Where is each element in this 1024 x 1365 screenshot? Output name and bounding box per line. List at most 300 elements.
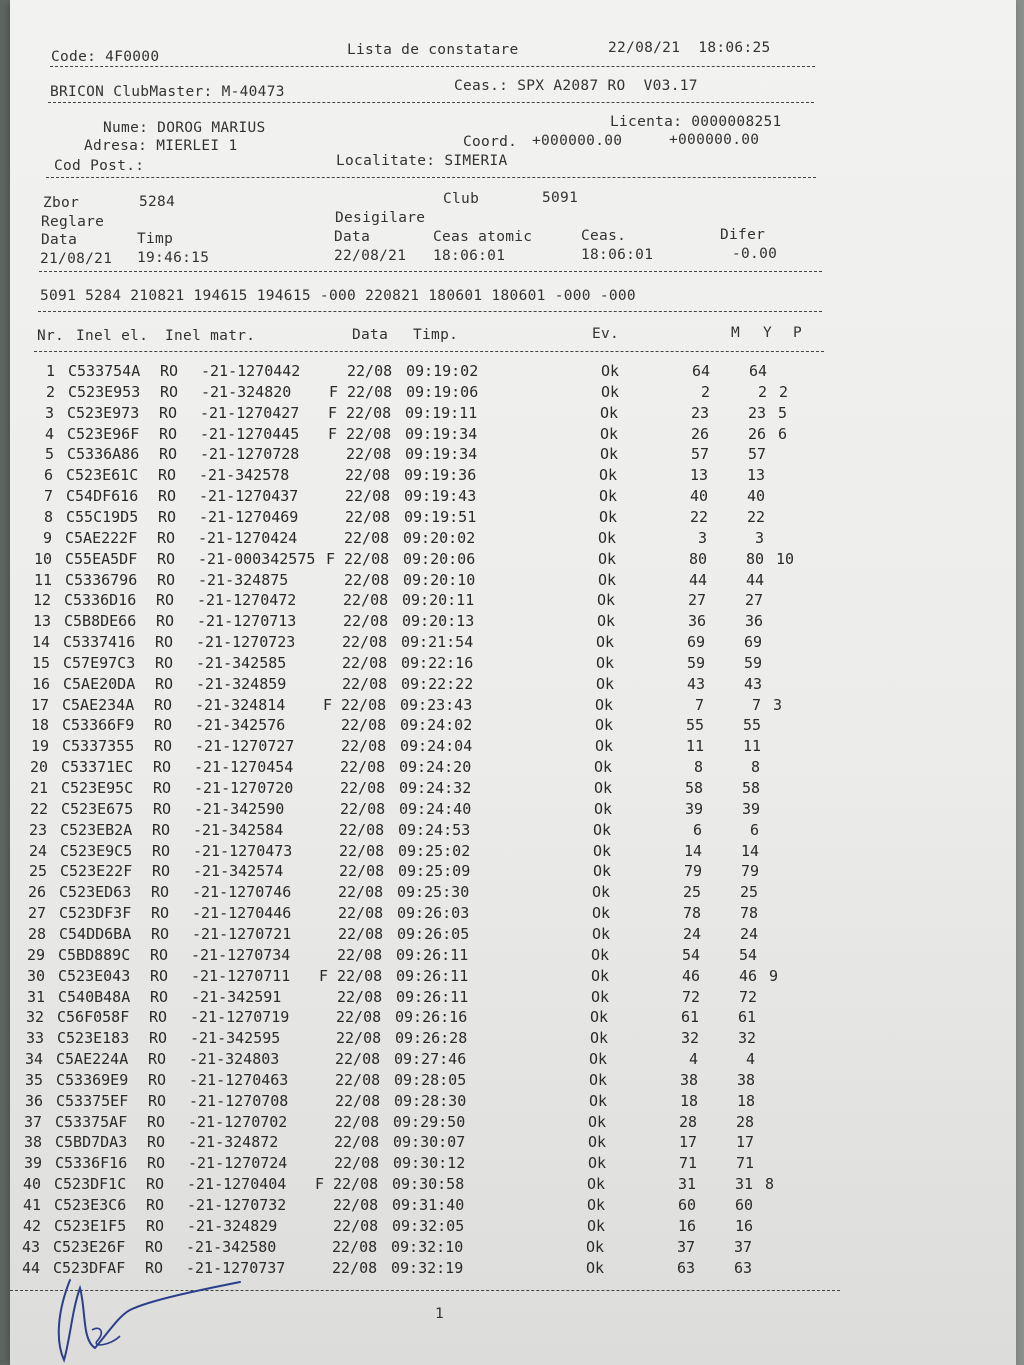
- arrival-time: 09:21:54: [401, 633, 474, 652]
- event-status: Ok: [591, 987, 610, 1006]
- summary-line: 5091 5284 210821 194615 194615 -000 220821 180601 180601 -000 -000: [40, 288, 636, 304]
- rank-y: 43: [743, 674, 762, 693]
- ring-number: -21-342584: [193, 820, 284, 839]
- country-code: RO: [151, 883, 170, 902]
- ring-number: -21-324859: [196, 674, 287, 693]
- rank-y: 31: [734, 1175, 753, 1194]
- arrival-date: 22/08: [344, 570, 390, 589]
- row-number: 21: [29, 779, 48, 797]
- country-code: RO: [150, 945, 169, 964]
- ring-number: -21-1270723: [196, 633, 296, 652]
- table-row: [7, 571, 907, 591]
- rank-m: 78: [682, 904, 701, 923]
- ring-number: -21-324875: [198, 570, 289, 589]
- table-row: [0, 988, 900, 1008]
- arrival-date: 22/08: [334, 1154, 380, 1173]
- ring-number: -21-1270702: [188, 1112, 288, 1131]
- electronic-ring: C523E96F: [67, 424, 140, 443]
- rank-y: 17: [735, 1133, 754, 1152]
- arrival-time: 09:19:34: [405, 445, 478, 464]
- country-code: RO: [145, 1237, 164, 1256]
- ring-number: -21-000342575: [198, 549, 316, 568]
- row-number: 38: [23, 1133, 42, 1152]
- table-row: [10, 383, 910, 403]
- arrival-time: 09:26:11: [396, 987, 469, 1006]
- row-number: 39: [23, 1154, 42, 1173]
- arrival-date: 22/08: [346, 403, 392, 422]
- arrival-time: 09:20:11: [402, 591, 475, 610]
- arrival-time: 09:26:03: [397, 904, 470, 923]
- coord-label: Coord.: [463, 134, 518, 150]
- arrival-time: 09:27:46: [394, 1050, 467, 1069]
- row-number: 6: [43, 466, 53, 485]
- rank-m: 31: [677, 1175, 696, 1194]
- arrival-date: 22/08: [335, 1070, 381, 1089]
- event-status: Ok: [599, 466, 618, 485]
- electronic-ring: C523E95C: [61, 779, 134, 797]
- arrival-time: 09:32:05: [392, 1216, 465, 1235]
- arrival-date: 22/08: [333, 1196, 379, 1214]
- country-code: RO: [157, 570, 176, 589]
- arrival-date: 22/08: [341, 695, 387, 714]
- ring-number: -21-342591: [191, 987, 282, 1006]
- rank-y: 18: [736, 1091, 755, 1110]
- rank-m: 27: [687, 591, 706, 610]
- arrival-date: 22/08: [335, 1091, 381, 1110]
- desig-date-label: Data: [334, 229, 371, 245]
- arrival-time: 09:26:05: [397, 924, 470, 943]
- arrival-date: 22/08: [339, 841, 385, 860]
- reglare-time: 19:46:15: [137, 250, 210, 266]
- flag-f: F: [328, 403, 338, 422]
- event-status: Ok: [592, 924, 611, 943]
- electronic-ring: C5AE222F: [65, 528, 138, 547]
- page-number: 1: [435, 1306, 445, 1322]
- table-row: [0, 1175, 896, 1195]
- country-code: RO: [149, 1029, 168, 1048]
- ring-number: -21-324820: [201, 382, 292, 401]
- row-number: 40: [22, 1175, 41, 1194]
- event-status: Ok: [594, 758, 613, 777]
- country-code: RO: [155, 633, 174, 652]
- electronic-ring: C53366F9: [62, 716, 135, 735]
- arrival-time: 09:20:13: [402, 612, 475, 631]
- country-code: RO: [147, 1112, 166, 1131]
- rank-m: 79: [683, 862, 702, 881]
- owner-name: Nume: DOROG MARIUS: [103, 120, 266, 136]
- table-row: [2, 862, 902, 882]
- col-m: M: [731, 325, 741, 341]
- event-status: Ok: [589, 1050, 608, 1069]
- electronic-ring: C523DF1C: [54, 1175, 127, 1194]
- rank-y: 32: [737, 1029, 756, 1048]
- electronic-ring: C5BD7DA3: [55, 1133, 128, 1152]
- row-number: 33: [25, 1029, 44, 1048]
- country-code: RO: [155, 674, 174, 693]
- row-number: 3: [44, 403, 54, 422]
- country-code: RO: [157, 549, 176, 568]
- flag-f: F: [329, 382, 339, 401]
- rank-y: 7: [751, 695, 761, 714]
- rank-y: 63: [733, 1258, 752, 1277]
- rank-m: 60: [677, 1196, 696, 1214]
- electronic-ring: C5336A86: [67, 445, 140, 464]
- rank-y: 22: [746, 507, 765, 526]
- handwritten-signature: [50, 1270, 270, 1365]
- table-row: [0, 1050, 898, 1070]
- arrival-time: 09:19:11: [405, 403, 478, 422]
- rank-m: 40: [689, 487, 708, 506]
- table-row: [8, 508, 908, 528]
- rank-m: 22: [689, 507, 708, 526]
- rank-m: 39: [684, 799, 703, 818]
- electronic-ring: C523E9C5: [60, 841, 133, 860]
- electronic-ring: C53375AF: [55, 1112, 128, 1131]
- rank-m: 6: [692, 820, 702, 839]
- ring-number: -21-342578: [199, 466, 290, 485]
- rank-m: 3: [697, 528, 707, 547]
- table-row: [0, 1133, 897, 1153]
- rank-y: 11: [742, 737, 761, 756]
- row-number: 43: [21, 1237, 40, 1256]
- arrival-time: 09:26:28: [395, 1029, 468, 1048]
- rank-m: 17: [678, 1133, 697, 1152]
- country-code: RO: [157, 528, 176, 547]
- rank-p: 2: [779, 382, 789, 401]
- table-row: [3, 779, 903, 799]
- rank-m: 69: [686, 633, 705, 652]
- rank-y: 24: [739, 924, 758, 943]
- arrival-date: 22/08: [335, 1050, 381, 1069]
- rank-m: 55: [685, 716, 704, 735]
- row-number: 31: [26, 987, 45, 1006]
- table-row: [0, 1238, 895, 1258]
- event-status: Ok: [593, 820, 612, 839]
- reglare-label: Reglare: [41, 214, 105, 230]
- rank-y: 72: [738, 987, 757, 1006]
- col-timp: Timp.: [413, 327, 459, 343]
- arrival-date: 22/08: [342, 653, 388, 672]
- ring-number: -21-1270728: [200, 445, 300, 464]
- row-number: 12: [32, 591, 51, 610]
- ring-number: -21-1270446: [192, 904, 292, 923]
- row-number: 34: [24, 1050, 43, 1069]
- ring-number: -21-1270472: [197, 591, 297, 610]
- ring-number: -21-324814: [195, 695, 286, 714]
- ring-number: -21-1270719: [190, 1008, 290, 1027]
- arrival-time: 09:28:30: [394, 1091, 467, 1110]
- event-status: Ok: [589, 1091, 608, 1110]
- rank-y: 14: [740, 841, 759, 860]
- table-row: [0, 1196, 896, 1216]
- electronic-ring: C533754A: [68, 362, 141, 380]
- rank-m: 80: [688, 549, 707, 568]
- row-number: 13: [32, 612, 51, 631]
- arrival-time: 09:29:50: [393, 1112, 466, 1131]
- arrival-date: 22/08: [337, 945, 383, 964]
- rank-m: 32: [680, 1029, 699, 1048]
- row-number: 24: [28, 841, 47, 860]
- row-number: 8: [43, 507, 53, 526]
- electronic-ring: C5337355: [62, 737, 135, 756]
- rank-y: 25: [739, 883, 758, 902]
- arrival-time: 09:26:11: [396, 945, 469, 964]
- col-p: P: [793, 325, 803, 341]
- arrival-date: 22/08: [343, 612, 389, 631]
- row-number: 18: [30, 716, 49, 735]
- arrival-time: 09:20:06: [403, 549, 476, 568]
- event-status: Ok: [590, 1029, 609, 1048]
- event-status: Ok: [596, 633, 615, 652]
- table-row: [6, 612, 906, 632]
- flag-f: F: [326, 549, 336, 568]
- country-code: RO: [150, 966, 169, 985]
- rank-y: 46: [738, 966, 757, 985]
- country-code: RO: [145, 1258, 164, 1277]
- rank-m: 36: [687, 612, 706, 631]
- event-status: Ok: [591, 966, 610, 985]
- event-status: Ok: [596, 653, 615, 672]
- event-status: Ok: [589, 1070, 608, 1089]
- ring-number: -21-1270746: [192, 883, 292, 902]
- row-number: 9: [42, 528, 52, 547]
- table-row: [7, 550, 907, 570]
- arrival-date: 22/08: [333, 1175, 379, 1194]
- arrival-time: 09:30:58: [392, 1175, 465, 1194]
- row-number: 16: [31, 674, 50, 693]
- divider: [46, 177, 816, 178]
- rank-m: 25: [682, 883, 701, 902]
- ring-number: -21-342580: [186, 1237, 277, 1256]
- country-code: RO: [152, 862, 171, 881]
- country-code: RO: [160, 382, 179, 401]
- clubmaster-id: BRICON ClubMaster: M-40473: [50, 84, 285, 100]
- country-code: RO: [151, 904, 170, 923]
- ring-number: -21-342590: [194, 799, 285, 818]
- desig-date: 22/08/21: [334, 248, 407, 264]
- arrival-date: 22/08: [334, 1133, 380, 1152]
- table-row: [2, 842, 902, 862]
- rank-y: 13: [746, 466, 765, 485]
- rank-y: 39: [741, 799, 760, 818]
- country-code: RO: [153, 779, 172, 797]
- arrival-date: 22/08: [342, 674, 388, 693]
- arrival-time: 09:28:05: [394, 1070, 467, 1089]
- event-status: Ok: [588, 1133, 607, 1152]
- ring-number: -21-1270463: [189, 1070, 289, 1089]
- event-status: Ok: [595, 737, 614, 756]
- rank-y: 36: [744, 612, 763, 631]
- table-row: [4, 716, 904, 736]
- arrival-date: 22/08: [339, 862, 385, 881]
- ring-number: -21-1270737: [186, 1258, 286, 1277]
- arrival-time: 09:19:51: [404, 507, 477, 526]
- event-status: Ok: [587, 1196, 606, 1214]
- row-number: 14: [31, 633, 50, 652]
- ring-number: -21-342574: [193, 862, 284, 881]
- rank-m: 13: [689, 466, 708, 485]
- country-code: RO: [148, 1070, 167, 1089]
- arrival-time: 09:20:10: [403, 570, 476, 589]
- arrival-time: 09:23:43: [400, 695, 473, 714]
- table-row: [0, 1029, 899, 1049]
- arrival-date: 22/08: [340, 758, 386, 777]
- desigilare-label: Desigilare: [335, 210, 426, 226]
- arrival-time: 09:25:30: [397, 883, 470, 902]
- event-status: Ok: [597, 591, 616, 610]
- country-code: RO: [156, 591, 175, 610]
- row-number: 15: [31, 653, 50, 672]
- country-code: RO: [154, 737, 173, 756]
- table-row: [9, 425, 909, 445]
- electronic-ring: C57E97C3: [63, 653, 136, 672]
- event-status: Ok: [600, 424, 619, 443]
- owner-address: Adresa: MIERLEI 1: [84, 138, 238, 154]
- table-row: [0, 1113, 897, 1133]
- table-row: [9, 404, 909, 424]
- event-status: Ok: [601, 382, 620, 401]
- rank-y: 44: [745, 570, 764, 589]
- country-code: RO: [154, 695, 173, 714]
- country-code: RO: [160, 362, 179, 380]
- rank-p: 6: [778, 424, 788, 443]
- arrival-date: 22/08: [347, 382, 393, 401]
- table-row: [5, 633, 905, 653]
- arrival-date: 22/08: [340, 799, 386, 818]
- row-number: 35: [24, 1070, 43, 1089]
- country-code: RO: [146, 1196, 165, 1214]
- event-status: Ok: [599, 487, 618, 506]
- arrival-time: 09:24:32: [399, 779, 472, 797]
- electronic-ring: C523E675: [61, 799, 134, 818]
- arrival-date: 22/08: [341, 716, 387, 735]
- ring-number: -21-1270473: [193, 841, 293, 860]
- arrival-date: 22/08: [343, 591, 389, 610]
- event-status: Ok: [594, 779, 613, 797]
- ring-number: -21-342585: [196, 653, 287, 672]
- divider: [50, 66, 815, 67]
- rank-m: 8: [693, 758, 703, 777]
- country-code: RO: [159, 445, 178, 464]
- ring-number: -21-1270442: [201, 362, 301, 380]
- rank-m: 26: [690, 424, 709, 443]
- rank-y: 57: [747, 445, 766, 464]
- event-status: Ok: [588, 1154, 607, 1173]
- event-status: Ok: [592, 904, 611, 923]
- row-number: 1: [45, 362, 55, 380]
- electronic-ring: C523E61C: [66, 466, 139, 485]
- arrival-time: 09:30:12: [393, 1154, 466, 1173]
- electronic-ring: C5B8DE66: [64, 612, 137, 631]
- row-number: 7: [43, 487, 53, 506]
- row-number: 32: [25, 1008, 44, 1027]
- electronic-ring: C523E953: [68, 382, 141, 401]
- table-row: [3, 800, 903, 820]
- country-code: RO: [146, 1175, 165, 1194]
- country-code: RO: [146, 1216, 165, 1235]
- rank-y: 28: [735, 1112, 754, 1131]
- rank-m: 2: [700, 382, 710, 401]
- country-code: RO: [148, 1091, 167, 1110]
- flag-f: F: [315, 1175, 325, 1194]
- electronic-ring: C54DD6BA: [59, 924, 132, 943]
- row-number: 30: [26, 966, 45, 985]
- coord-lon: +000000.00: [669, 132, 760, 148]
- club-label: Club: [443, 191, 480, 207]
- event-status: Ok: [593, 841, 612, 860]
- arrival-time: 09:19:43: [404, 487, 477, 506]
- arrival-time: 09:24:53: [398, 820, 471, 839]
- rank-y: 58: [741, 779, 760, 797]
- ring-number: -21-1270445: [200, 424, 300, 443]
- country-code: RO: [150, 987, 169, 1006]
- event-status: Ok: [592, 883, 611, 902]
- event-status: Ok: [598, 570, 617, 589]
- arrival-date: 22/08: [336, 1029, 382, 1048]
- arrival-time: 09:32:19: [391, 1258, 464, 1277]
- event-status: Ok: [587, 1175, 606, 1194]
- rank-m: 11: [685, 737, 704, 756]
- electronic-ring: C523E043: [58, 966, 131, 985]
- row-number: 2: [45, 382, 55, 401]
- electronic-ring: C540B48A: [58, 987, 131, 1006]
- divider: [39, 271, 822, 272]
- arrival-time: 09:22:22: [401, 674, 474, 693]
- rank-m: 57: [690, 445, 709, 464]
- arrival-time: 09:19:02: [406, 362, 479, 380]
- rank-m: 72: [681, 987, 700, 1006]
- table-row: [4, 737, 904, 757]
- atomic-clock-label: Ceas atomic: [433, 229, 533, 245]
- country-code: RO: [153, 758, 172, 777]
- electronic-ring: C5337416: [63, 633, 136, 652]
- print-datetime: 22/08/21 18:06:25: [608, 40, 771, 56]
- arrival-date: 22/08: [332, 1258, 378, 1277]
- arrival-time: 09:26:16: [395, 1008, 468, 1027]
- rank-m: 28: [678, 1112, 697, 1131]
- electronic-ring: C56F058F: [57, 1008, 130, 1027]
- arrival-time: 09:31:40: [392, 1196, 465, 1214]
- ring-number: -21-342576: [195, 716, 286, 735]
- arrival-time: 09:19:06: [406, 382, 479, 401]
- row-number: 27: [27, 904, 46, 923]
- reglare-date-label: Data: [41, 232, 78, 248]
- arrival-date: 22/08: [345, 507, 391, 526]
- event-status: Ok: [586, 1237, 605, 1256]
- club-number: 5091: [542, 190, 579, 206]
- row-number: 22: [29, 799, 48, 818]
- event-status: Ok: [595, 716, 614, 735]
- table-row: [5, 654, 905, 674]
- arrival-date: 22/08: [338, 924, 384, 943]
- event-status: Ok: [591, 945, 610, 964]
- country-code: RO: [151, 924, 170, 943]
- arrival-time: 09:24:40: [399, 799, 472, 818]
- rank-y: 23: [747, 403, 766, 422]
- rank-m: 64: [691, 362, 710, 380]
- electronic-ring: C55EA5DF: [65, 549, 138, 568]
- arrival-date: 22/08: [344, 528, 390, 547]
- event-status: Ok: [586, 1258, 605, 1277]
- electronic-ring: C523EB2A: [60, 820, 133, 839]
- rank-y: 27: [744, 591, 763, 610]
- ring-number: -21-1270727: [195, 737, 295, 756]
- table-row: [0, 967, 900, 987]
- electronic-ring: C5336F16: [55, 1154, 128, 1173]
- row-number: 25: [28, 862, 47, 881]
- event-status: Ok: [598, 549, 617, 568]
- ring-number: -21-324872: [188, 1133, 279, 1152]
